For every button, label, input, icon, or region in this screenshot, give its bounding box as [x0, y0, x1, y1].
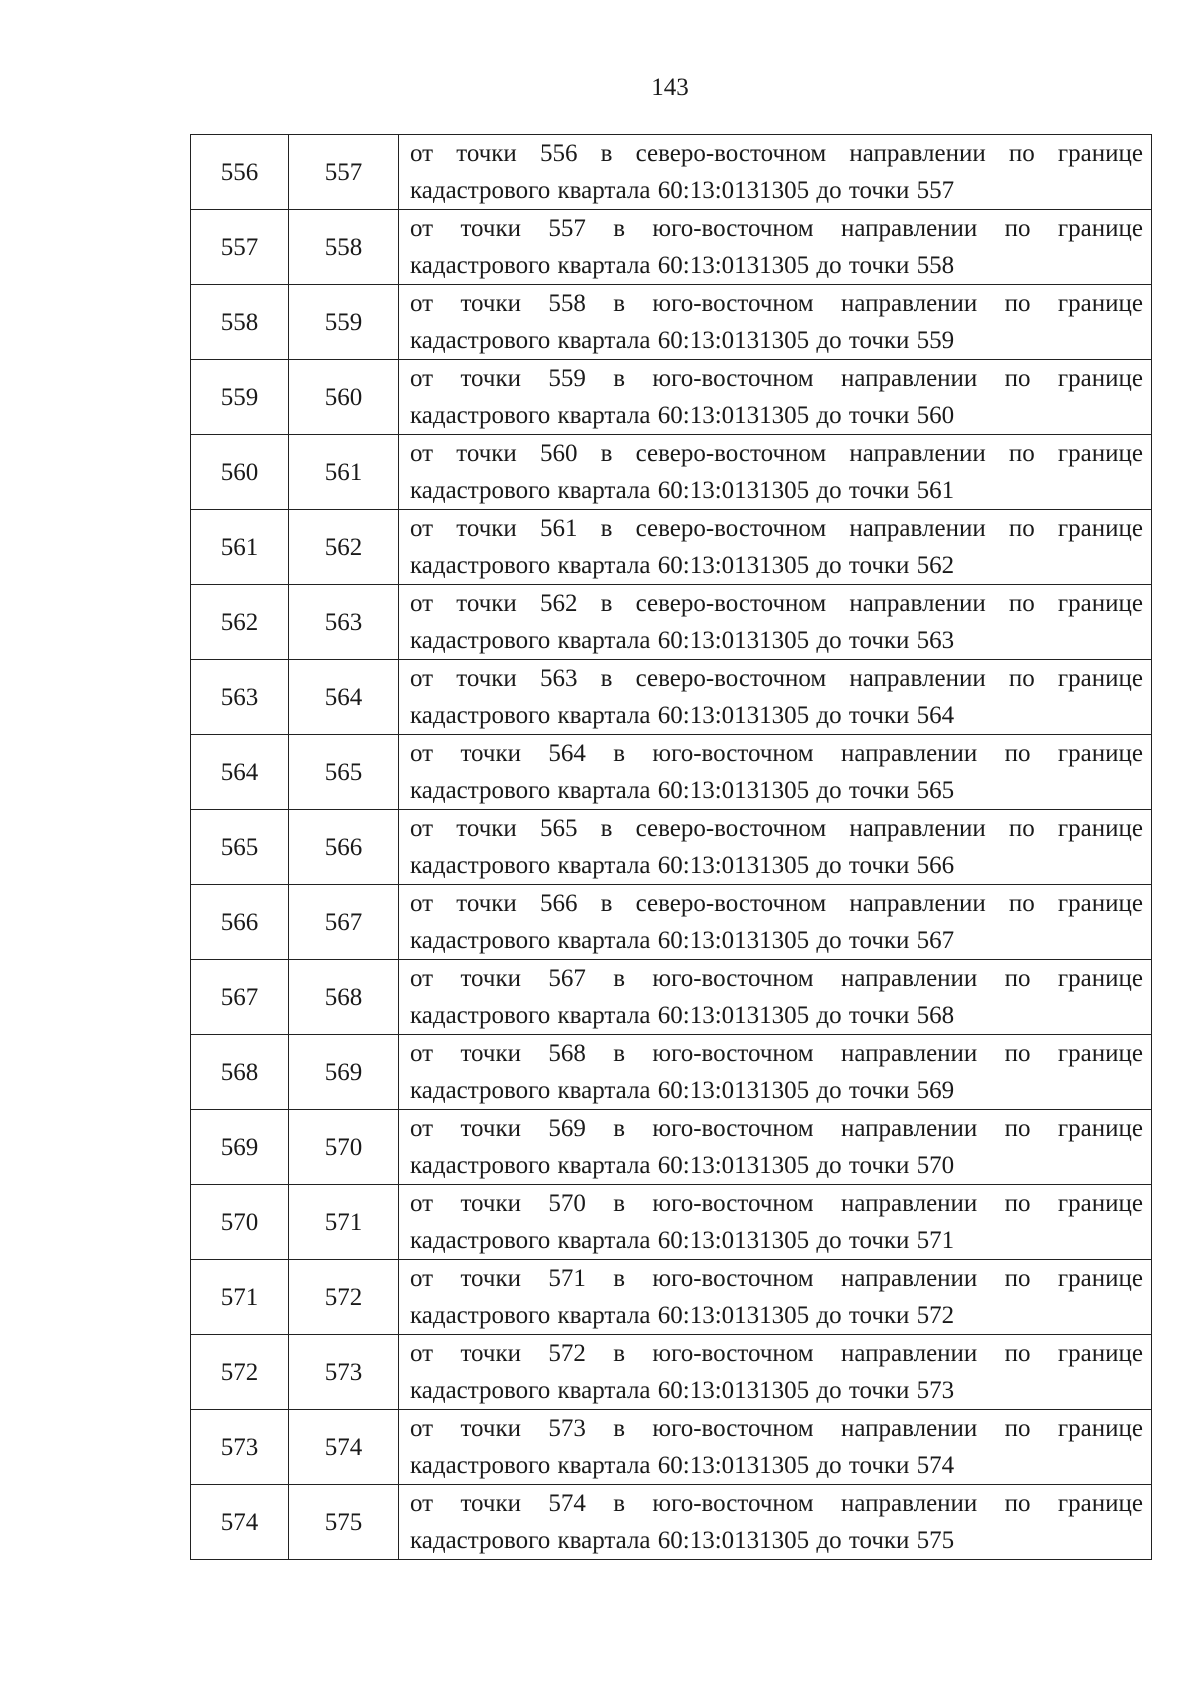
- description-line-2: кадастрового квартала 60:13:0131305 до точки 570: [410, 1152, 955, 1179]
- table-row: [191, 1335, 1152, 1410]
- table-row: [191, 285, 1152, 360]
- description-line-2: кадастрового квартала 60:13:0131305 до точки 561: [410, 477, 955, 504]
- description-line-2: кадастрового квартала 60:13:0131305 до точки 572: [410, 1302, 955, 1329]
- table-row: [191, 510, 1152, 585]
- from-point-cell: 569: [191, 1110, 289, 1185]
- from-point-cell: 572: [191, 1335, 289, 1410]
- description-line-2: кадастрового квартала 60:13:0131305 до точки 560: [410, 402, 955, 429]
- from-point-cell: 568: [191, 1035, 289, 1110]
- to-point-cell: 573: [289, 1335, 399, 1410]
- description-line-2: кадастрового квартала 60:13:0131305 до точки 569: [410, 1077, 955, 1104]
- table-row: [191, 585, 1152, 660]
- to-point-cell: 558: [289, 210, 399, 285]
- table-row: [191, 735, 1152, 810]
- description-cell: [399, 285, 1152, 360]
- description-line-1: от точки 565 в северо-восточном направлении по границе: [410, 815, 1143, 842]
- description-line-1: от точки 566 в северо-восточном направлении по границе: [410, 890, 1143, 917]
- description-line-1: от точки 558 в юго-восточном направлении по границе: [410, 290, 1143, 317]
- description-cell: [399, 885, 1152, 960]
- description-line-1: от точки 572 в юго-восточном направлении по границе: [410, 1340, 1143, 1367]
- from-point-cell: 566: [191, 885, 289, 960]
- description-line-2: кадастрового квартала 60:13:0131305 до точки 564: [410, 702, 955, 729]
- description-line-1: от точки 560 в северо-восточном направлении по границе: [410, 440, 1143, 467]
- description-line-2: кадастрового квартала 60:13:0131305 до точки 557: [410, 177, 955, 204]
- description-cell: [399, 135, 1152, 210]
- description-line-2: кадастрового квартала 60:13:0131305 до точки 567: [410, 927, 955, 954]
- table-row: [191, 810, 1152, 885]
- from-point-cell: 564: [191, 735, 289, 810]
- from-point-cell: 570: [191, 1185, 289, 1260]
- description-cell: [399, 1185, 1152, 1260]
- to-point-cell: 562: [289, 510, 399, 585]
- to-point-cell: 569: [289, 1035, 399, 1110]
- to-point-cell: 559: [289, 285, 399, 360]
- from-point-cell: 563: [191, 660, 289, 735]
- from-point-cell: 558: [191, 285, 289, 360]
- from-point-cell: 560: [191, 435, 289, 510]
- from-point-cell: 561: [191, 510, 289, 585]
- description-line-2: кадастрового квартала 60:13:0131305 до точки 574: [410, 1452, 955, 1479]
- from-point-cell: 557: [191, 210, 289, 285]
- description-cell: [399, 360, 1152, 435]
- table-body: [191, 135, 1152, 1560]
- to-point-cell: 560: [289, 360, 399, 435]
- table-row: [191, 885, 1152, 960]
- description-line-2: кадастрового квартала 60:13:0131305 до точки 571: [410, 1227, 955, 1254]
- table-row: [191, 210, 1152, 285]
- table-row: [191, 435, 1152, 510]
- from-point-cell: 565: [191, 810, 289, 885]
- description-cell: [399, 435, 1152, 510]
- description-line-2: кадастрового квартала 60:13:0131305 до точки 565: [410, 777, 955, 804]
- table-row: [191, 360, 1152, 435]
- description-cell: [399, 510, 1152, 585]
- description-line-2: кадастрового квартала 60:13:0131305 до точки 573: [410, 1377, 955, 1404]
- from-point-cell: 559: [191, 360, 289, 435]
- description-line-1: от точки 571 в юго-восточном направлении по границе: [410, 1265, 1143, 1292]
- table-row: [191, 1410, 1152, 1485]
- to-point-cell: 575: [289, 1485, 399, 1560]
- description-cell: [399, 585, 1152, 660]
- description-line-1: от точки 569 в юго-восточном направлении по границе: [410, 1115, 1143, 1142]
- description-cell: [399, 1260, 1152, 1335]
- description-cell: [399, 1335, 1152, 1410]
- description-cell: [399, 660, 1152, 735]
- to-point-cell: 568: [289, 960, 399, 1035]
- from-point-cell: 574: [191, 1485, 289, 1560]
- from-point-cell: 567: [191, 960, 289, 1035]
- table-row: [191, 1185, 1152, 1260]
- to-point-cell: 571: [289, 1185, 399, 1260]
- description-line-2: кадастрового квартала 60:13:0131305 до точки 566: [410, 852, 955, 879]
- description-line-1: от точки 570 в юго-восточном направлении по границе: [410, 1190, 1143, 1217]
- to-point-cell: 566: [289, 810, 399, 885]
- description-line-1: от точки 573 в юго-восточном направлении по границе: [410, 1415, 1143, 1442]
- from-point-cell: 573: [191, 1410, 289, 1485]
- description-line-1: от точки 561 в северо-восточном направлении по границе: [410, 515, 1143, 542]
- description-cell: [399, 1410, 1152, 1485]
- to-point-cell: 570: [289, 1110, 399, 1185]
- description-line-2: кадастрового квартала 60:13:0131305 до точки 559: [410, 327, 955, 354]
- description-line-1: от точки 557 в юго-восточном направлении по границе: [410, 215, 1143, 242]
- to-point-cell: 557: [289, 135, 399, 210]
- to-point-cell: 567: [289, 885, 399, 960]
- from-point-cell: 556: [191, 135, 289, 210]
- description-line-2: кадастрового квартала 60:13:0131305 до точки 563: [410, 627, 955, 654]
- table-row: [191, 135, 1152, 210]
- description-cell: [399, 960, 1152, 1035]
- to-point-cell: 561: [289, 435, 399, 510]
- description-line-1: от точки 559 в юго-восточном направлении по границе: [410, 365, 1143, 392]
- table-row: [191, 1260, 1152, 1335]
- description-line-1: от точки 568 в юго-восточном направлении по границе: [410, 1040, 1143, 1067]
- description-cell: [399, 210, 1152, 285]
- description-line-1: от точки 556 в северо-восточном направлении по границе: [410, 140, 1143, 167]
- description-cell: [399, 1035, 1152, 1110]
- description-line-1: от точки 564 в юго-восточном направлении по границе: [410, 740, 1143, 767]
- table-row: [191, 1110, 1152, 1185]
- description-cell: [399, 735, 1152, 810]
- table-row: [191, 660, 1152, 735]
- table-row: [191, 1485, 1152, 1560]
- description-line-2: кадастрового квартала 60:13:0131305 до точки 562: [410, 552, 955, 579]
- description-line-1: от точки 567 в юго-восточном направлении по границе: [410, 965, 1143, 992]
- from-point-cell: 562: [191, 585, 289, 660]
- table-row: [191, 1035, 1152, 1110]
- table-row: [191, 960, 1152, 1035]
- page-number: 143: [651, 74, 689, 101]
- description-line-1: от точки 562 в северо-восточном направлении по границе: [410, 590, 1143, 617]
- description-line-2: кадастрового квартала 60:13:0131305 до точки 558: [410, 252, 955, 279]
- description-line-2: кадастрового квартала 60:13:0131305 до точки 568: [410, 1002, 955, 1029]
- boundary-table: [190, 134, 1152, 1560]
- to-point-cell: 572: [289, 1260, 399, 1335]
- description-line-1: от точки 574 в юго-восточном направлении по границе: [410, 1490, 1143, 1517]
- to-point-cell: 564: [289, 660, 399, 735]
- to-point-cell: 565: [289, 735, 399, 810]
- description-cell: [399, 1110, 1152, 1185]
- to-point-cell: 563: [289, 585, 399, 660]
- from-point-cell: 571: [191, 1260, 289, 1335]
- description-line-2: кадастрового квартала 60:13:0131305 до точки 575: [410, 1527, 955, 1554]
- description-cell: [399, 810, 1152, 885]
- description-line-1: от точки 563 в северо-восточном направлении по границе: [410, 665, 1143, 692]
- to-point-cell: 574: [289, 1410, 399, 1485]
- description-cell: [399, 1485, 1152, 1560]
